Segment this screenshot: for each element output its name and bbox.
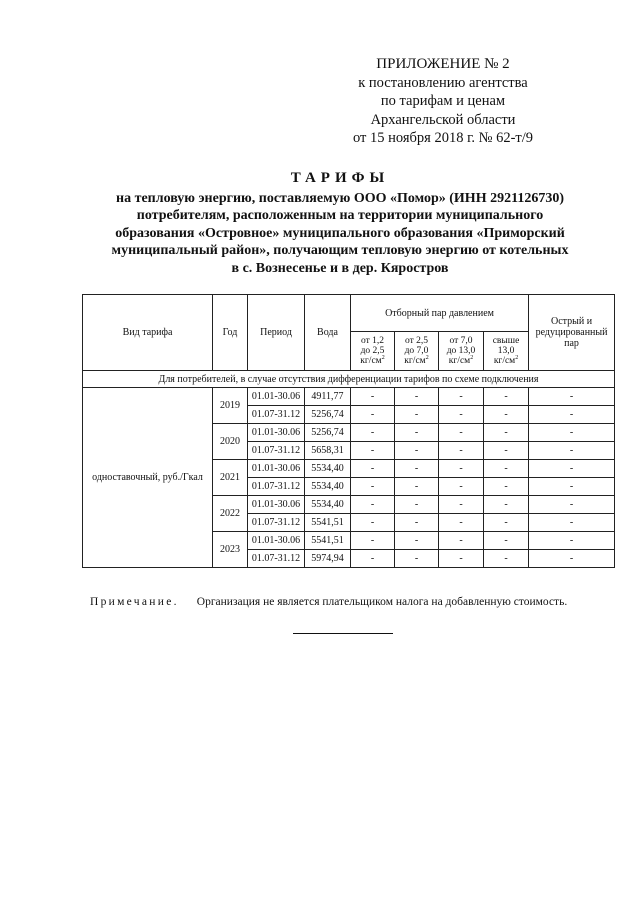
- water-cell: 4911,77: [305, 388, 351, 406]
- sub-line: до 2,5: [360, 346, 385, 356]
- dash-cell: -: [439, 442, 484, 460]
- sub-line: свыше: [492, 336, 520, 346]
- period-cell: 01.07-31.12: [248, 406, 305, 424]
- footnote: [90, 596, 567, 608]
- dash-cell: -: [439, 388, 484, 406]
- dash-cell: -: [484, 478, 529, 496]
- dash-cell: -: [439, 460, 484, 478]
- dash-cell: -: [529, 388, 615, 406]
- dash-cell: -: [529, 424, 615, 442]
- dash-cell: -: [395, 532, 439, 550]
- unit-sup: 2: [381, 354, 385, 361]
- unit-text: кг/см: [448, 356, 471, 366]
- water-cell: 5534,40: [305, 478, 351, 496]
- water-cell: 5534,40: [305, 496, 351, 514]
- footnote-text: Организация не является плательщиком налога на добавленную стоимость.: [196, 596, 568, 608]
- period-cell: 01.01-30.06: [248, 388, 305, 406]
- dash-cell: -: [395, 550, 439, 568]
- unit-text: кг/см: [360, 356, 382, 366]
- appendix-line: по тарифам и ценам: [380, 93, 506, 109]
- water-cell: 5256,74: [305, 424, 351, 442]
- dash-cell: -: [395, 514, 439, 532]
- subheader-pressure-4: [484, 332, 529, 371]
- period-cell: 01.07-31.12: [248, 550, 305, 568]
- dash-cell: -: [529, 478, 615, 496]
- title-line: потребителям, расположенным на территории муниципального: [136, 208, 544, 223]
- dash-cell: -: [529, 550, 615, 568]
- dash-cell: -: [439, 550, 484, 568]
- dash-cell: -: [484, 460, 529, 478]
- header-steam-group: Отборный пар давлением: [351, 295, 529, 332]
- sub-unit: [351, 356, 394, 366]
- appendix-title: ПРИЛОЖЕНИЕ № 2: [376, 56, 510, 72]
- sub-line: до 7,0: [404, 346, 429, 356]
- dash-cell: -: [351, 442, 395, 460]
- dash-cell: -: [439, 496, 484, 514]
- dash-cell: -: [351, 388, 395, 406]
- dash-cell: -: [529, 496, 615, 514]
- year-cell: 2020: [213, 424, 248, 460]
- appendix-line: к постановлению агентства: [358, 74, 528, 91]
- dash-cell: -: [395, 478, 439, 496]
- subheader-pressure-1: [351, 332, 395, 371]
- year-cell: 2022: [213, 496, 248, 532]
- dash-cell: -: [529, 442, 615, 460]
- subheader-pressure-3: [439, 332, 484, 371]
- dash-cell: -: [351, 478, 395, 496]
- title-line: образования «Островное» муниципального образования «Приморский: [115, 225, 565, 241]
- sub-line: от 2,5: [404, 336, 429, 346]
- sub-unit: [439, 356, 483, 366]
- water-cell: 5534,40: [305, 460, 351, 478]
- dash-cell: -: [395, 460, 439, 478]
- tariff-type-cell: одноставочный, руб./Гкал: [83, 388, 213, 568]
- period-cell: 01.07-31.12: [248, 478, 305, 496]
- consumer-group-row: [83, 371, 615, 388]
- unit-text: кг/см: [404, 356, 426, 366]
- unit-sup: 2: [515, 354, 519, 361]
- dash-cell: -: [484, 406, 529, 424]
- water-cell: 5541,51: [305, 514, 351, 532]
- water-cell: 5541,51: [305, 532, 351, 550]
- appendix-date: от 15 ноября 2018 г. № 62-т/9: [352, 130, 534, 146]
- dash-cell: -: [484, 514, 529, 532]
- year-cell: 2023: [213, 532, 248, 568]
- dash-cell: -: [351, 496, 395, 514]
- year-cell: 2019: [213, 388, 248, 424]
- unit-text: кг/см: [493, 356, 516, 366]
- title-heading: ТАРИФЫ: [290, 170, 390, 186]
- unit-sup: 2: [425, 354, 429, 361]
- header-tariff-type: Вид тарифа: [83, 295, 213, 371]
- dash-cell: -: [395, 442, 439, 460]
- header-period: Период: [248, 295, 305, 371]
- dash-cell: -: [439, 424, 484, 442]
- dash-cell: -: [439, 514, 484, 532]
- dash-cell: -: [439, 406, 484, 424]
- header-sharp-steam: [529, 295, 615, 371]
- dash-cell: -: [439, 532, 484, 550]
- dash-cell: -: [484, 388, 529, 406]
- header-water: Вода: [305, 295, 351, 371]
- dash-cell: -: [351, 550, 395, 568]
- footnote-label: Примечание.: [90, 596, 179, 608]
- dash-cell: -: [529, 460, 615, 478]
- sub-line: от 7,0: [449, 336, 473, 346]
- header-row: [83, 295, 615, 332]
- period-cell: 01.01-30.06: [248, 496, 305, 514]
- dash-cell: -: [351, 424, 395, 442]
- sub-line: 13,0: [497, 346, 515, 356]
- title-line: муниципальный район», получающим тепловую энергию от котельных: [111, 243, 569, 258]
- period-cell: 01.07-31.12: [248, 442, 305, 460]
- dash-cell: -: [484, 424, 529, 442]
- dash-cell: -: [484, 550, 529, 568]
- consumer-group-label: Для потребителей, в случае отсутствия дифференциации тарифов по схеме подключения: [83, 371, 615, 388]
- dash-cell: -: [529, 514, 615, 532]
- dash-cell: -: [351, 532, 395, 550]
- dash-cell: -: [351, 460, 395, 478]
- document-title: [80, 170, 600, 277]
- period-cell: 01.01-30.06: [248, 532, 305, 550]
- sub-line: до 13,0: [446, 346, 476, 356]
- closing-rule: [293, 633, 393, 634]
- tariffs-table: [82, 294, 615, 568]
- appendix-line: Архангельской области: [370, 111, 516, 128]
- period-cell: 01.01-30.06: [248, 460, 305, 478]
- dash-cell: -: [351, 514, 395, 532]
- sub-unit: [484, 356, 528, 366]
- dash-cell: -: [484, 442, 529, 460]
- dash-cell: -: [529, 406, 615, 424]
- period-cell: 01.07-31.12: [248, 514, 305, 532]
- table-row: [83, 388, 615, 406]
- water-cell: 5974,94: [305, 550, 351, 568]
- dash-cell: -: [395, 424, 439, 442]
- year-cell: 2021: [213, 460, 248, 496]
- header-sharp-steam-line: пар: [564, 338, 579, 349]
- header-year: Год: [213, 295, 248, 371]
- dash-cell: -: [395, 406, 439, 424]
- dash-cell: -: [395, 496, 439, 514]
- subheader-pressure-2: [395, 332, 439, 371]
- dash-cell: -: [395, 388, 439, 406]
- title-line: на тепловую энергию, поставляемую ООО «Помор» (ИНН 2921126730): [116, 190, 564, 206]
- title-line: в с. Вознесенье и в дер. Кяростров: [231, 260, 449, 276]
- dash-cell: -: [529, 532, 615, 550]
- water-cell: 5256,74: [305, 406, 351, 424]
- unit-sup: 2: [470, 354, 474, 361]
- header-sharp-steam-line: редуцированный: [535, 327, 608, 338]
- appendix-header: [328, 55, 558, 148]
- dash-cell: -: [484, 532, 529, 550]
- header-sharp-steam-line: Острый и: [550, 316, 593, 327]
- sub-unit: [395, 356, 438, 366]
- period-cell: 01.01-30.06: [248, 424, 305, 442]
- dash-cell: -: [484, 496, 529, 514]
- sub-line: от 1,2: [360, 336, 385, 346]
- dash-cell: -: [439, 478, 484, 496]
- dash-cell: -: [351, 406, 395, 424]
- water-cell: 5658,31: [305, 442, 351, 460]
